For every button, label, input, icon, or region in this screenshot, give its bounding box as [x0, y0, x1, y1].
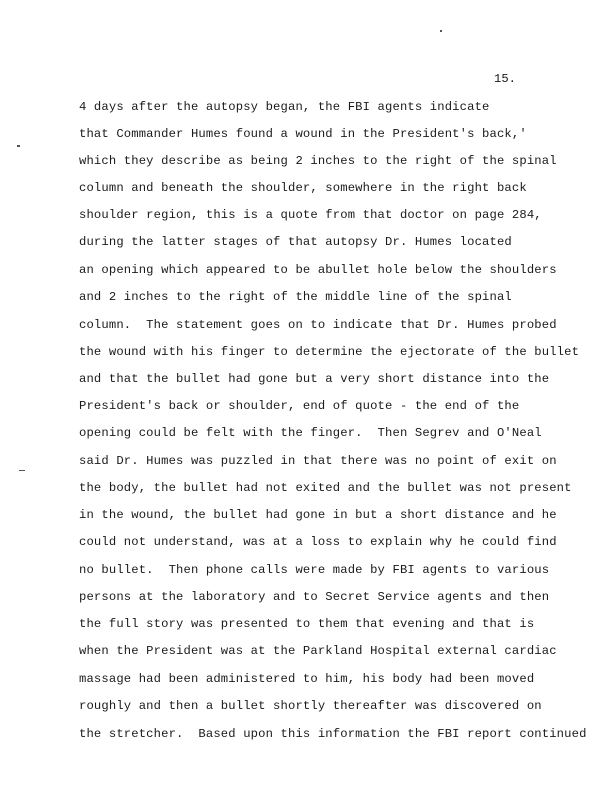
- text-line: massage had been administered to him, his body had been moved: [79, 672, 535, 686]
- text-line: the stretcher. Based upon this information the FBI report continued: [79, 727, 587, 741]
- scan-artifact: [440, 30, 442, 32]
- page-number: 15.: [494, 72, 516, 86]
- text-line: when the President was at the Parkland Hospital external cardiac: [79, 644, 557, 658]
- text-line: during the latter stages of that autopsy Dr. Humes located: [79, 235, 512, 249]
- text-line: 4 days after the autopsy began, the FBI agents indicate: [79, 100, 490, 114]
- text-line: shoulder region, this is a quote from that doctor on page 284,: [79, 208, 542, 222]
- text-line: roughly and then a bullet shortly thereafter was discovered on: [79, 699, 542, 713]
- text-line: and that the bullet had gone but a very short distance into the: [79, 372, 550, 386]
- text-line: column and beneath the shoulder, somewhere in the right back: [79, 181, 527, 195]
- text-line: said Dr. Humes was puzzled in that there was no point of exit on: [79, 454, 557, 468]
- text-line: and 2 inches to the right of the middle line of the spinal: [79, 290, 512, 304]
- text-line: could not understand, was at a loss to explain why he could find: [79, 535, 557, 549]
- text-line: in the wound, the bullet had gone in but a short distance and he: [79, 508, 557, 522]
- text-line: President's back or shoulder, end of quote - the end of the: [79, 399, 520, 413]
- text-line: persons at the laboratory and to Secret Service agents and then: [79, 590, 550, 604]
- text-line: column. The statement goes on to indicate that Dr. Humes probed: [79, 318, 557, 332]
- text-line: opening could be felt with the finger. Then Segrev and O'Neal: [79, 426, 542, 440]
- text-line: the body, the bullet had not exited and the bullet was not present: [79, 481, 572, 495]
- text-line: the full story was presented to them that evening and that is: [79, 617, 535, 631]
- text-line: no bullet. Then phone calls were made by FBI agents to various: [79, 563, 550, 577]
- text-line: that Commander Humes found a wound in the President's back,': [79, 127, 527, 141]
- text-line: an opening which appeared to be abullet hole below the shoulders: [79, 263, 557, 277]
- text-line: the wound with his finger to determine the ejectorate of the bullet: [79, 345, 580, 359]
- scan-artifact: [17, 145, 20, 147]
- text-line: which they describe as being 2 inches to the right of the spinal: [79, 154, 557, 168]
- scan-artifact: [19, 470, 25, 471]
